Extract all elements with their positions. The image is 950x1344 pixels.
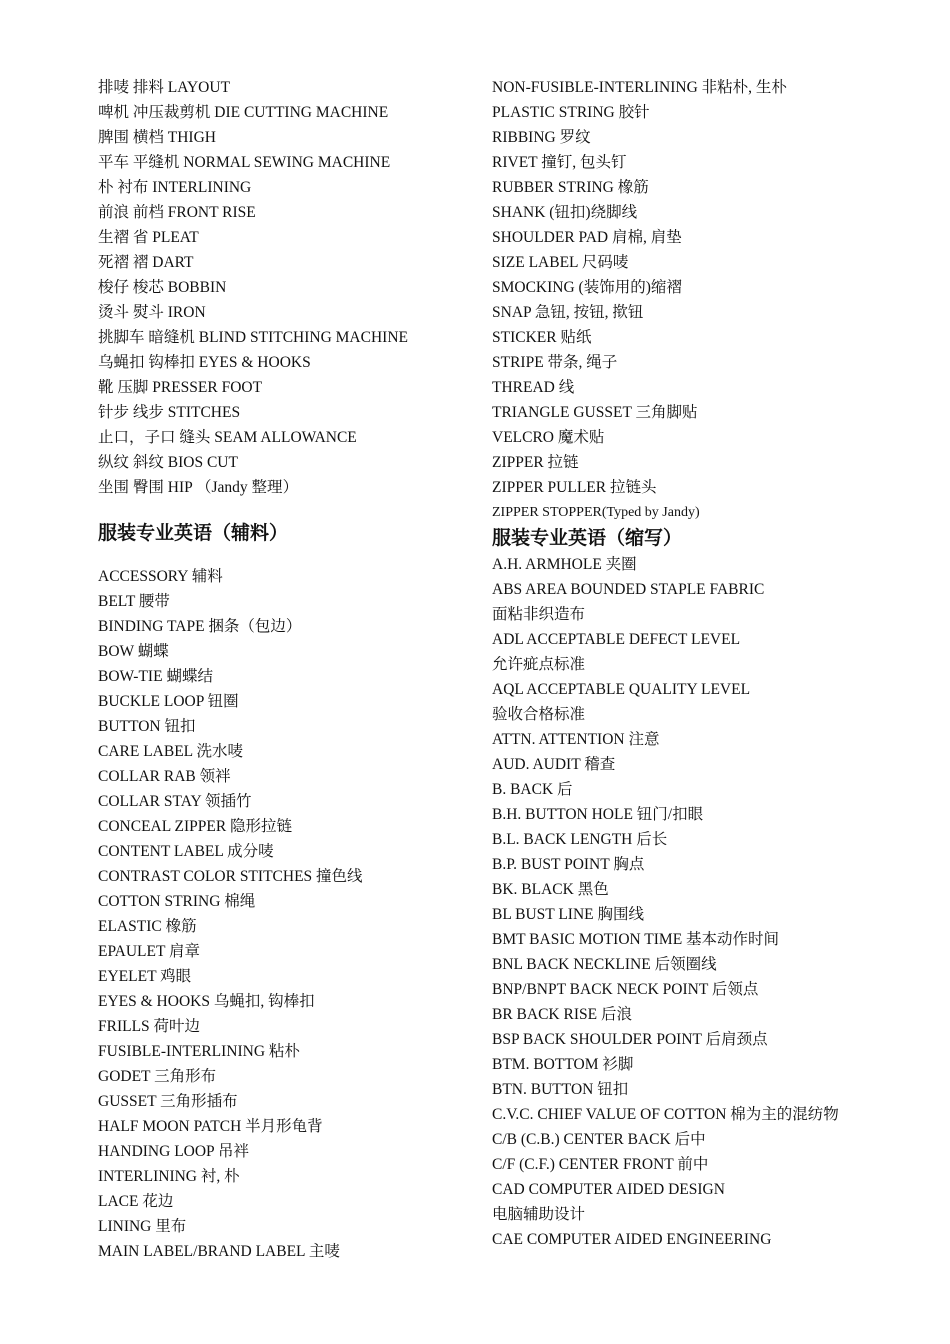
list-item: ZIPPER PULLER 拉链头 [492, 479, 657, 496]
list-item: BNL BACK NECKLINE 后领圈线 [492, 956, 717, 973]
list-item: COTTON STRING 棉绳 [98, 893, 256, 910]
list-item: BTM. BOTTOM 衫脚 [492, 1056, 634, 1073]
list-item: EYELET 鸡眼 [98, 968, 192, 985]
list-item: VELCRO 魔术贴 [492, 429, 605, 446]
list-item: C.V.C. CHIEF VALUE OF COTTON 棉为主的混纺物 [492, 1106, 839, 1123]
list-item: SIZE LABEL 尺码唛 [492, 254, 629, 271]
list-item: HANDING LOOP 吊袢 [98, 1143, 249, 1160]
list-item: 前浪 前档 FRONT RISE [98, 204, 256, 221]
list-item: B. BACK 后 [492, 781, 573, 798]
list-item: BTN. BUTTON 钮扣 [492, 1081, 629, 1098]
list-item: 排唛 排料 LAYOUT [98, 79, 231, 96]
list-item: BSP BACK SHOULDER POINT 后肩颈点 [492, 1031, 768, 1048]
list-item: LINING 里布 [98, 1218, 187, 1235]
list-item: C/B (C.B.) CENTER BACK 后中 [492, 1131, 706, 1148]
abbreviations-list [492, 552, 862, 1252]
list-item: 面粘非织造布 [492, 606, 586, 623]
list-item: SHANK (钮扣)绕脚线 [492, 204, 638, 221]
list-item: 乌蝇扣 钩棒扣 EYES & HOOKS [98, 354, 311, 371]
list-item: HALF MOON PATCH 半月形龟背 [98, 1118, 323, 1135]
list-item: EYES & HOOKS 乌蝇扣, 钩棒扣 [98, 993, 315, 1010]
list-item: RIBBING 罗纹 [492, 129, 591, 146]
accessories-list-continued [492, 75, 862, 525]
list-item: AQL ACCEPTABLE QUALITY LEVEL [492, 681, 751, 698]
list-item: BUCKLE LOOP 钮圈 [98, 693, 239, 710]
accessories-list [98, 564, 478, 1264]
list-item: ATTN. ATTENTION 注意 [492, 731, 660, 748]
list-item: 允许疵点标准 [492, 656, 586, 673]
list-item: GODET 三角形布 [98, 1068, 217, 1085]
list-item: FUSIBLE-INTERLINING 粘朴 [98, 1043, 300, 1060]
list-item: 脾围 横档 THIGH [98, 129, 216, 146]
list-item: CONTRAST COLOR STITCHES 撞色线 [98, 868, 363, 885]
list-item: 坐围 臀围 HIP （Jandy 整理） [98, 479, 299, 496]
left-column [98, 75, 478, 1264]
list-item: ELASTIC 橡筋 [98, 918, 197, 935]
list-item: ABS AREA BOUNDED STAPLE FABRIC [492, 581, 765, 598]
section-heading-accessories: 服装专业英语（辅料） [98, 522, 289, 544]
list-item: BMT BASIC MOTION TIME 基本动作时间 [492, 931, 780, 948]
list-item: COLLAR RAB 领袢 [98, 768, 231, 785]
list-item: 生褶 省 PLEAT [98, 229, 199, 246]
list-item: 啤机 冲压裁剪机 DIE CUTTING MACHINE [98, 104, 389, 121]
list-item: PLASTIC STRING 胶针 [492, 104, 650, 121]
list-item: A.H. ARMHOLE 夹圈 [492, 556, 637, 573]
list-item: ZIPPER 拉链 [492, 454, 579, 471]
list-item: BUTTON 钮扣 [98, 718, 196, 735]
list-item: BELT 腰带 [98, 593, 170, 610]
list-item: C/F (C.F.) CENTER FRONT 前中 [492, 1156, 709, 1173]
list-item: ADL ACCEPTABLE DEFECT LEVEL [492, 631, 741, 648]
list-item: AUD. AUDIT 稽查 [492, 756, 616, 773]
list-item: 朴 衬布 INTERLINING [98, 179, 252, 196]
list-item: INTERLINING 衬, 朴 [98, 1168, 240, 1185]
glossary-list [98, 75, 478, 500]
list-item: EPAULET 肩章 [98, 943, 201, 960]
list-item: NON-FUSIBLE-INTERLINING 非粘朴, 生朴 [492, 79, 787, 96]
list-item: BR BACK RISE 后浪 [492, 1006, 632, 1023]
list-item: LACE 花边 [98, 1193, 174, 1210]
list-item: 止口，子口 缝头 SEAM ALLOWANCE [98, 429, 357, 446]
list-item: GUSSET 三角形插布 [98, 1093, 238, 1110]
list-item: 死褶 褶 DART [98, 254, 194, 271]
list-item: CONCEAL ZIPPER 隐形拉链 [98, 818, 293, 835]
list-item: BL BUST LINE 胸围线 [492, 906, 644, 923]
list-item: 靴 压脚 PRESSER FOOT [98, 379, 263, 396]
list-item: STRIPE 带条, 绳子 [492, 354, 618, 371]
list-item: 验收合格标准 [492, 706, 586, 723]
list-item: SHOULDER PAD 肩棉, 肩垫 [492, 229, 682, 246]
list-item: 针步 线步 STITCHES [98, 404, 241, 421]
list-item: MAIN LABEL/BRAND LABEL 主唛 [98, 1243, 340, 1260]
list-item: CONTENT LABEL 成分唛 [98, 843, 274, 860]
list-item: RUBBER STRING 橡筋 [492, 179, 649, 196]
list-item: RIVET 撞钉, 包头钉 [492, 154, 627, 171]
list-item: BOW-TIE 蝴蝶结 [98, 668, 213, 685]
list-item: 纵纹 斜纹 BIOS CUT [98, 454, 238, 471]
typed-by-note: ZIPPER STOPPER(Typed by Jandy) [492, 505, 700, 520]
list-item: TRIANGLE GUSSET 三角脚贴 [492, 404, 698, 421]
list-item: SNAP 急钮, 按钮, 揿钮 [492, 304, 644, 321]
list-item: BOW 蝴蝶 [98, 643, 169, 660]
list-item: COLLAR STAY 领插竹 [98, 793, 252, 810]
list-item: CARE LABEL 洗水唛 [98, 743, 243, 760]
list-item: CAE COMPUTER AIDED ENGINEERING [492, 1231, 772, 1248]
list-item: STICKER 贴纸 [492, 329, 592, 346]
list-item: THREAD 线 [492, 379, 575, 396]
list-item: B.P. BUST POINT 胸点 [492, 856, 645, 873]
list-item: 烫斗 熨斗 IRON [98, 304, 206, 321]
list-item: 挑脚车 暗缝机 BLIND STITCHING MACHINE [98, 329, 408, 346]
list-item: 梭仔 梭芯 BOBBIN [98, 279, 227, 296]
list-item: 电脑辅助设计 [492, 1206, 586, 1223]
section-heading-abbreviations: 服装专业英语（缩写） [492, 527, 683, 549]
list-item: B.L. BACK LENGTH 后长 [492, 831, 668, 848]
list-item: BNP/BNPT BACK NECK POINT 后领点 [492, 981, 759, 998]
list-item: BINDING TAPE 捆条（包边） [98, 618, 302, 635]
right-column [492, 75, 862, 1252]
list-item: FRILLS 荷叶边 [98, 1018, 201, 1035]
list-item: B.H. BUTTON HOLE 钮门/扣眼 [492, 806, 704, 823]
list-item: 平车 平缝机 NORMAL SEWING MACHINE [98, 154, 391, 171]
list-item: CAD COMPUTER AIDED DESIGN [492, 1181, 725, 1198]
list-item: BK. BLACK 黑色 [492, 881, 609, 898]
list-item: ACCESSORY 辅料 [98, 568, 223, 585]
list-item: SMOCKING (装饰用的)缩褶 [492, 279, 682, 296]
